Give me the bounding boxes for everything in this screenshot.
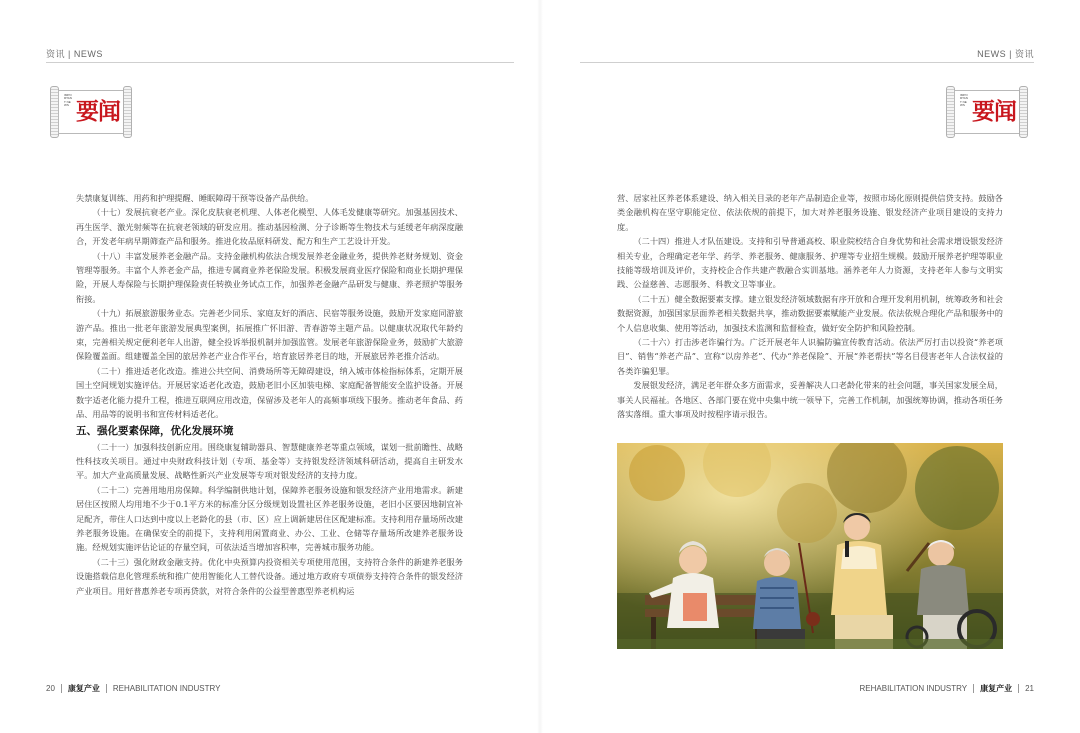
footer-left xyxy=(46,683,220,694)
header-rule-left xyxy=(46,62,514,63)
paragraph: 失禁康复训练、用药和护理提醒、睡眠障碍干预等设备产品供给。 xyxy=(76,193,314,203)
footer-divider xyxy=(973,684,974,693)
logo-vertical-text: IMPORTANT NEWS xyxy=(960,93,968,108)
scroll-roll-icon xyxy=(123,86,132,138)
section-title: 五、强化要素保障，优化发展环境 xyxy=(76,424,234,437)
footer-brand: 康复产业 xyxy=(980,684,1013,693)
logo-title: 要闻 xyxy=(76,99,120,125)
header-rule-right xyxy=(580,62,1034,63)
header-left: 资讯 | NEWS xyxy=(46,49,103,59)
paragraph: （二十五）健全数据要素支撑。建立银发经济领域数据有序开放和合理开发利用机制，统筹政务和社会数据资源，加强国家层面养老相关数据共享，推动数据要素赋能产业发展。依法依规合理化产品和服务中的个人信息收集、使用等活动，加强技术监测和监督检查，做好安全防护和风险控制。 xyxy=(617,293,1003,333)
seniors-photo xyxy=(617,443,1003,649)
logo-vertical-text: IMPORTANT NEWS xyxy=(64,93,72,108)
footer-divider xyxy=(106,684,107,693)
paragraph: （十八）丰富发展养老金融产品。支持金融机构依法合规发展养老金融业务，提供养老财务规划、资金管理等服务。丰富个人养老金产品，推进专属商业养老保险发展。积极发展商业医疗保险和商业长期护理保险，开展人寿保险与长期护理保险责任转换业务试点工作，加强养老金融产品研发与健康、养老照护等服务衔接。 xyxy=(76,250,463,304)
page-number: 21 xyxy=(1025,684,1034,693)
paragraph: （二十）推进适老化改造。推进公共空间、消费场所等无障碍建设，纳入城市体检指标体系，定期开展国土空间规划实施评估。开展居家适老化改造，鼓励老旧小区加装电梯、家庭配备智能安全监护设备。开展数字适老化能力提升工程，推进互联网应用改造，保留涉及老年人的高频事项线下服务。推动老年食品、药品、用品等的说明书和宣传材料适老化。 xyxy=(76,365,463,420)
footer-text: REHABILITATION INDUSTRY xyxy=(859,684,968,693)
header-right: NEWS | 资讯 xyxy=(977,49,1034,59)
footer-brand: 康复产业 xyxy=(67,684,100,693)
paragraph: （二十四）推进人才队伍建设。支持和引导普通高校、职业院校结合自身优势和社会需求增设银发经济相关专业，合理确定老年学、药学、养老服务、健康服务、护理等专业招生规模。鼓励开展养老护理等职业技能等级培训及评价，支持校企合作共建产教融合实训基地。涵养老年人力资源，支持老年人参与文明实践、公益慈善、志愿服务、科教文卫等事业。 xyxy=(617,236,1003,290)
footer-text: REHABILITATION INDUSTRY xyxy=(112,684,221,693)
right-column xyxy=(617,191,1003,422)
paragraph: （二十二）完善用地用房保障。科学编制供地计划，保障养老服务设施和银发经济产业用地需求。新建居住区按照人均用地不少于0.1平方米的标准分区分级规划设置社区养老服务设施，老旧小区要因地制宜补足配齐，带住人口达到中度以上老龄化的县（市、区）应上调新建居住区配建标准。支持利用存量场所改建养老服务设施。在确保安全的前提下，支持利用闲置商业、办公、工业、仓储等存量场所改建养老服务设施。经规划实施评估论证的存量空间，可依法适当增加容积率，完善城市服务功能。 xyxy=(76,484,463,553)
paragraph: （二十三）强化财政金融支持。优化中央预算内投资相关专项使用范围，支持符合条件的新建养老服务设施搭载信息化管理系统和推广使用智能化人工替代设备。通过地方政府专项债券支持符合条件的银发经济产业项目。用好普惠养老专项再贷款，对符合条件的公益型普惠型养老机构运 xyxy=(76,556,463,596)
page-number: 20 xyxy=(46,684,55,693)
footer-divider xyxy=(61,684,62,693)
seniors-photo-illustration xyxy=(617,443,1003,649)
footer-divider xyxy=(1018,684,1019,693)
paragraph: （二十六）打击涉老诈骗行为。广泛开展老年人识骗防骗宣传教育活动。依法严厉打击以投资“养老项目”、销售“养老产品”、宣称“以房养老”、代办“养老保险”、开展“养老帮扶”等名目侵害老年人合法权益的各类诈骗犯罪。 xyxy=(617,337,1003,376)
paragraph: 发展银发经济，满足老年群众多方面需求，妥善解决人口老龄化带来的社会问题，事关国家发展全局，事关人民福祉。各地区、各部门要在党中央集中统一领导下，完善工作机制，加强统筹协调，推动各项任务落实落细。重大事项及时按程序请示报告。 xyxy=(617,380,1003,420)
news-logo-left xyxy=(50,86,132,138)
scroll-roll-icon xyxy=(1019,86,1028,138)
left-column xyxy=(76,191,463,598)
news-logo-right xyxy=(946,86,1028,138)
logo-title: 要闻 xyxy=(972,99,1016,125)
paragraph: （十九）拓展旅游服务业态。完善老少同乐、家庭友好的酒店、民宿等服务设施，鼓励开发家庭同游旅游产品。推出一批老年旅游发展典型案例，拓展推广怀旧游、青春游等主题产品。以健康状况取代年龄约束，完善相关规定便利老年人出游，健全投诉举报机制并加强监管。发展老年旅游保险业务，鼓励扩大旅游保险覆盖面。组建覆盖全国的旅居养老产业合作平台，培育旅居养老目的地，开展旅居养老推介活动。 xyxy=(76,308,463,362)
paragraph: （十七）发展抗衰老产业。深化皮肤衰老机理、人体老化模型、人体毛发健康等研究。加强基因技术、再生医学、激光射频等在抗衰老领域的研发应用。推动基因检测、分子诊断等生物技术与延缓老年病深度融合，开发老年病早期筛查产品和服务。推进化妆品原料研发、配方和生产工艺设计开发。 xyxy=(76,207,463,247)
footer-right xyxy=(860,683,1034,694)
page-gutter xyxy=(537,0,543,733)
paragraph: 营、居家社区养老体系建设、纳入相关目录的老年产品制造企业等，按照市场化原则提供信贷支持。鼓励各类金融机构在坚守职能定位、依法依规的前提下，加大对养老服务设施、银发经济产业项目建设的支持力度。 xyxy=(617,193,1003,232)
paragraph: （二十一）加强科技创新应用。围绕康复辅助器具、智慧健康养老等重点领域，谋划一批前瞻性、战略性科技攻关项目。通过中央财政科技计划（专项、基金等）支持银发经济领域科研活动，提高自主研发水平。加大产业高质量发展、战略性新兴产业发展等专项对银发经济的支持力度。 xyxy=(76,441,463,481)
